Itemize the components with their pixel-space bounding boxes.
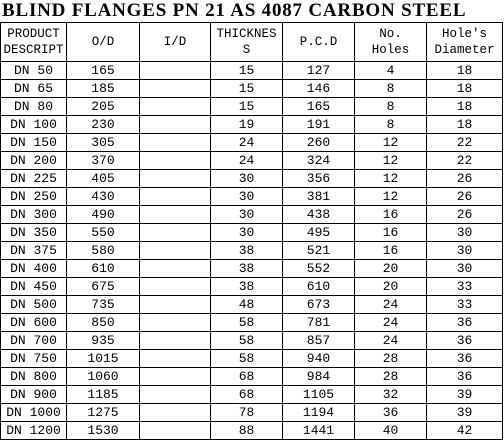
cell-thickness: 30 (211, 170, 283, 188)
cell-thickness: 30 (211, 224, 283, 242)
cell-product-description: DN 250 (1, 188, 67, 206)
cell-hole-diameter: 42 (427, 422, 503, 440)
cell-hole-diameter: 18 (427, 116, 503, 134)
table-row (1, 116, 503, 134)
cell-number-of-holes: 8 (355, 98, 427, 116)
cell-number-of-holes: 32 (355, 386, 427, 404)
cell-hole-diameter: 36 (427, 350, 503, 368)
table-row (1, 368, 503, 386)
cell-product-description: DN 450 (1, 278, 67, 296)
cell-outside-diameter: 185 (67, 80, 140, 98)
cell-number-of-holes: 16 (355, 224, 427, 242)
cell-outside-diameter: 850 (67, 314, 140, 332)
cell-outside-diameter: 550 (67, 224, 140, 242)
cell-inside-diameter (140, 62, 211, 80)
cell-number-of-holes: 16 (355, 206, 427, 224)
cell-inside-diameter (140, 116, 211, 134)
cell-product-description: DN 225 (1, 170, 67, 188)
cell-inside-diameter (140, 422, 211, 440)
table-row (1, 422, 503, 440)
cell-inside-diameter (140, 188, 211, 206)
cell-product-description: DN 1200 (1, 422, 67, 440)
cell-pitch-circle-diameter: 146 (283, 80, 355, 98)
column-header-line: THICKNES (216, 27, 277, 41)
cell-thickness: 68 (211, 368, 283, 386)
cell-outside-diameter: 490 (67, 206, 140, 224)
cell-pitch-circle-diameter: 940 (283, 350, 355, 368)
cell-hole-diameter: 36 (427, 314, 503, 332)
cell-inside-diameter (140, 260, 211, 278)
cell-thickness: 24 (211, 134, 283, 152)
table-row (1, 278, 503, 296)
cell-product-description: DN 50 (1, 62, 67, 80)
cell-hole-diameter: 39 (427, 404, 503, 422)
cell-pitch-circle-diameter: 165 (283, 98, 355, 116)
cell-outside-diameter: 405 (67, 170, 140, 188)
cell-hole-diameter: 26 (427, 206, 503, 224)
cell-number-of-holes: 24 (355, 296, 427, 314)
cell-number-of-holes: 36 (355, 404, 427, 422)
cell-thickness: 15 (211, 62, 283, 80)
cell-pitch-circle-diameter: 127 (283, 62, 355, 80)
column-header-line: Holes (371, 43, 410, 57)
column-header-line: Hole's (441, 27, 487, 41)
cell-thickness: 24 (211, 152, 283, 170)
cell-hole-diameter: 18 (427, 80, 503, 98)
header-row (1, 23, 503, 62)
column-header-line: S (242, 43, 251, 57)
cell-number-of-holes: 16 (355, 242, 427, 260)
cell-hole-diameter: 26 (427, 188, 503, 206)
cell-pitch-circle-diameter: 552 (283, 260, 355, 278)
cell-product-description: DN 800 (1, 368, 67, 386)
cell-number-of-holes: 20 (355, 278, 427, 296)
cell-pitch-circle-diameter: 673 (283, 296, 355, 314)
cell-product-description: DN 1000 (1, 404, 67, 422)
table-row (1, 170, 503, 188)
table-row (1, 188, 503, 206)
cell-hole-diameter: 26 (427, 170, 503, 188)
table-row (1, 332, 503, 350)
cell-pitch-circle-diameter: 1194 (283, 404, 355, 422)
cell-hole-diameter: 33 (427, 278, 503, 296)
cell-product-description: DN 65 (1, 80, 67, 98)
cell-product-description: DN 150 (1, 134, 67, 152)
cell-number-of-holes: 12 (355, 188, 427, 206)
cell-pitch-circle-diameter: 438 (283, 206, 355, 224)
cell-thickness: 38 (211, 260, 283, 278)
cell-outside-diameter: 1060 (67, 368, 140, 386)
cell-product-description: DN 400 (1, 260, 67, 278)
cell-thickness: 30 (211, 206, 283, 224)
cell-inside-diameter (140, 98, 211, 116)
cell-product-description: DN 350 (1, 224, 67, 242)
cell-outside-diameter: 370 (67, 152, 140, 170)
cell-outside-diameter: 430 (67, 188, 140, 206)
cell-thickness: 88 (211, 422, 283, 440)
cell-outside-diameter: 305 (67, 134, 140, 152)
cell-inside-diameter (140, 368, 211, 386)
cell-number-of-holes: 40 (355, 422, 427, 440)
cell-hole-diameter: 30 (427, 224, 503, 242)
table-row (1, 314, 503, 332)
cell-inside-diameter (140, 314, 211, 332)
cell-inside-diameter (140, 242, 211, 260)
cell-number-of-holes: 20 (355, 260, 427, 278)
column-header-line: O/D (91, 35, 115, 49)
table-row (1, 242, 503, 260)
cell-number-of-holes: 28 (355, 350, 427, 368)
cell-number-of-holes: 8 (355, 80, 427, 98)
cell-outside-diameter: 1185 (67, 386, 140, 404)
cell-outside-diameter: 935 (67, 332, 140, 350)
column-header-line: I/D (163, 35, 187, 49)
cell-hole-diameter: 30 (427, 260, 503, 278)
cell-product-description: DN 750 (1, 350, 67, 368)
cell-thickness: 58 (211, 350, 283, 368)
table-row (1, 152, 503, 170)
cell-pitch-circle-diameter: 984 (283, 368, 355, 386)
column-header-line: PRODUCT (7, 27, 60, 41)
cell-hole-diameter: 33 (427, 296, 503, 314)
table-row (1, 62, 503, 80)
cell-outside-diameter: 675 (67, 278, 140, 296)
table-row (1, 386, 503, 404)
cell-pitch-circle-diameter: 356 (283, 170, 355, 188)
table-row (1, 350, 503, 368)
cell-thickness: 48 (211, 296, 283, 314)
column-header-line: P.C.D (299, 35, 338, 49)
cell-inside-diameter (140, 80, 211, 98)
table-row (1, 260, 503, 278)
cell-pitch-circle-diameter: 1105 (283, 386, 355, 404)
cell-inside-diameter (140, 152, 211, 170)
cell-outside-diameter: 1015 (67, 350, 140, 368)
cell-number-of-holes: 12 (355, 170, 427, 188)
column-header-line: No. (379, 27, 402, 41)
cell-pitch-circle-diameter: 610 (283, 278, 355, 296)
table-row (1, 224, 503, 242)
cell-product-description: DN 500 (1, 296, 67, 314)
cell-thickness: 15 (211, 98, 283, 116)
column-header-pitch-circle-diameter (283, 23, 355, 62)
cell-product-description: DN 700 (1, 332, 67, 350)
cell-outside-diameter: 165 (67, 62, 140, 80)
cell-outside-diameter: 580 (67, 242, 140, 260)
cell-outside-diameter: 1275 (67, 404, 140, 422)
cell-inside-diameter (140, 386, 211, 404)
table-row (1, 80, 503, 98)
cell-product-description: DN 80 (1, 98, 67, 116)
column-header-line: Diameter (434, 43, 495, 57)
cell-number-of-holes: 4 (355, 62, 427, 80)
column-header-hole-diameter (427, 23, 503, 62)
column-header-line: DESCRIPT (3, 43, 64, 57)
cell-hole-diameter: 22 (427, 152, 503, 170)
cell-number-of-holes: 12 (355, 134, 427, 152)
cell-pitch-circle-diameter: 381 (283, 188, 355, 206)
cell-outside-diameter: 610 (67, 260, 140, 278)
cell-thickness: 58 (211, 314, 283, 332)
cell-pitch-circle-diameter: 857 (283, 332, 355, 350)
cell-pitch-circle-diameter: 781 (283, 314, 355, 332)
cell-hole-diameter: 18 (427, 62, 503, 80)
table-row (1, 134, 503, 152)
cell-outside-diameter: 205 (67, 98, 140, 116)
cell-hole-diameter: 18 (427, 98, 503, 116)
cell-pitch-circle-diameter: 260 (283, 134, 355, 152)
cell-pitch-circle-diameter: 521 (283, 242, 355, 260)
table-row (1, 98, 503, 116)
table-row (1, 296, 503, 314)
cell-number-of-holes: 28 (355, 368, 427, 386)
cell-hole-diameter: 36 (427, 368, 503, 386)
cell-thickness: 38 (211, 242, 283, 260)
cell-hole-diameter: 36 (427, 332, 503, 350)
table-row (1, 404, 503, 422)
cell-inside-diameter (140, 224, 211, 242)
table-body (1, 62, 503, 440)
table-row (1, 206, 503, 224)
cell-pitch-circle-diameter: 1441 (283, 422, 355, 440)
cell-product-description: DN 300 (1, 206, 67, 224)
cell-inside-diameter (140, 206, 211, 224)
cell-thickness: 78 (211, 404, 283, 422)
cell-thickness: 15 (211, 80, 283, 98)
cell-product-description: DN 200 (1, 152, 67, 170)
column-header-outside-diameter (67, 23, 140, 62)
cell-number-of-holes: 24 (355, 314, 427, 332)
cell-thickness: 30 (211, 188, 283, 206)
cell-thickness: 68 (211, 386, 283, 404)
column-header-inside-diameter (140, 23, 211, 62)
cell-number-of-holes: 12 (355, 152, 427, 170)
cell-inside-diameter (140, 350, 211, 368)
cell-hole-diameter: 30 (427, 242, 503, 260)
cell-inside-diameter (140, 170, 211, 188)
cell-inside-diameter (140, 134, 211, 152)
cell-inside-diameter (140, 296, 211, 314)
cell-hole-diameter: 39 (427, 386, 503, 404)
cell-pitch-circle-diameter: 495 (283, 224, 355, 242)
cell-number-of-holes: 8 (355, 116, 427, 134)
cell-thickness: 19 (211, 116, 283, 134)
cell-product-description: DN 900 (1, 386, 67, 404)
column-header-product-description (1, 23, 67, 62)
flange-spec-table (0, 22, 503, 440)
column-header-thickness (211, 23, 283, 62)
cell-hole-diameter: 22 (427, 134, 503, 152)
cell-inside-diameter (140, 278, 211, 296)
cell-pitch-circle-diameter: 191 (283, 116, 355, 134)
cell-product-description: DN 600 (1, 314, 67, 332)
cell-product-description: DN 100 (1, 116, 67, 134)
column-header-number-of-holes (355, 23, 427, 62)
cell-inside-diameter (140, 332, 211, 350)
cell-product-description: DN 375 (1, 242, 67, 260)
cell-outside-diameter: 230 (67, 116, 140, 134)
cell-inside-diameter (140, 404, 211, 422)
sheet-title: BLIND FLANGES PN 21 AS 4087 CARBON STEEL (2, 0, 467, 21)
cell-outside-diameter: 1530 (67, 422, 140, 440)
cell-outside-diameter: 735 (67, 296, 140, 314)
cell-thickness: 38 (211, 278, 283, 296)
cell-pitch-circle-diameter: 324 (283, 152, 355, 170)
cell-thickness: 58 (211, 332, 283, 350)
cell-number-of-holes: 24 (355, 332, 427, 350)
